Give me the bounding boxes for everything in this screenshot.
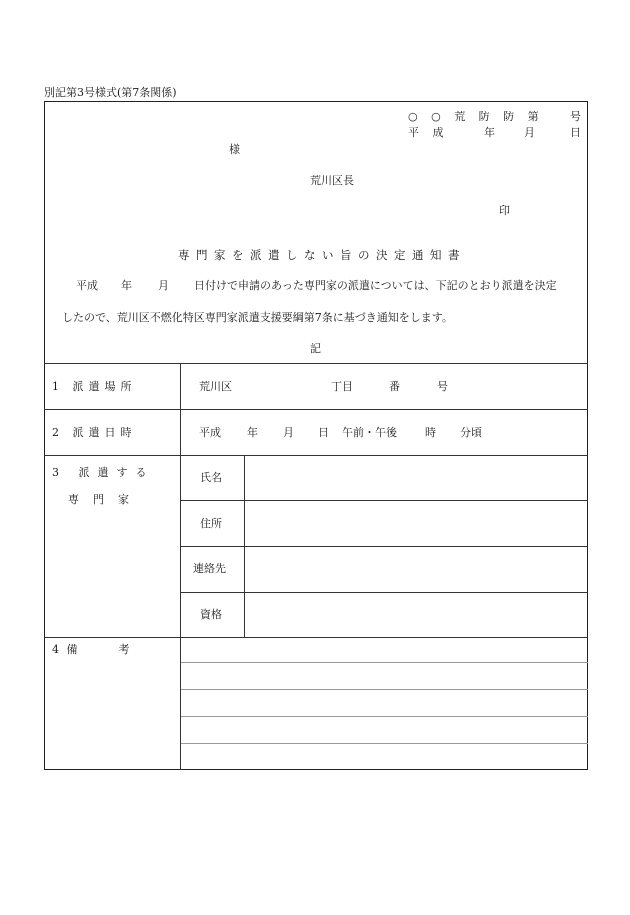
body-month: 月 [158,279,169,292]
datetime-hour: 時 [425,426,436,439]
datetime-label: 2 派遣日時 [52,426,137,439]
date-year: 年 [484,126,495,139]
remarks-line-1 [181,662,588,663]
ki-heading: 記 [310,342,321,355]
datetime-minute: 分頃 [460,426,482,439]
body-line2-text: したので、荒川区不燃化特区専門家派遣支援要綱第7条に基づき通知をします。 [62,311,453,324]
document-number: ○ ○ 荒 防 防 第 [408,110,544,123]
place-ward: 荒川区 [199,380,232,393]
addressee-honorific: 様 [229,143,240,156]
expert-field-name: 氏名 [200,471,222,484]
place-label: 1 派遣場所 [52,380,137,393]
expert-divider-1 [181,500,588,501]
expert-label-line1: 3 派遣する [52,466,155,479]
datetime-month: 月 [283,426,294,439]
body-era: 平成 [76,279,98,292]
label-column-divider [180,363,181,770]
datetime-ampm: 午前・午後 [342,426,397,439]
expert-label-line2: 専門家 [68,493,143,506]
datetime-day: 日 [318,426,329,439]
body-line1-text: 日付けで申請のあった専門家の派遣については、下記のとおり派遣を決定 [194,279,557,292]
row-divider-2 [44,455,588,456]
expert-field-address: 住所 [200,517,222,530]
table-top-border [44,363,588,364]
document-title: 専門家を派遣しない旨の決定通知書 [178,248,466,262]
expert-field-qualification: 資格 [200,608,222,621]
date-month: 月 [524,126,535,139]
remarks-line-4 [181,743,588,744]
document-number-suffix: 号 [570,110,581,123]
date-era: 平 成 [408,126,449,139]
place-go: 号 [437,380,448,393]
remarks-line-2 [181,689,588,690]
datetime-year: 年 [247,426,258,439]
expert-field-divider [244,455,245,637]
expert-field-contact: 連絡先 [193,562,226,575]
row-divider-3 [44,637,588,638]
remarks-line-3 [181,716,588,717]
seal-mark: 印 [499,204,510,217]
body-year: 年 [121,279,132,292]
date-day: 日 [570,126,581,139]
form-caption: 別記第3号様式(第7条関係) [44,86,177,99]
row-divider-1 [44,409,588,410]
remarks-label: 4 備 考 [52,643,132,656]
expert-divider-2 [181,546,588,547]
sender-name: 荒川区長 [310,174,354,187]
place-ban: 番 [389,380,400,393]
place-chome: 丁目 [331,380,353,393]
datetime-era: 平成 [199,426,221,439]
expert-divider-3 [181,592,588,593]
